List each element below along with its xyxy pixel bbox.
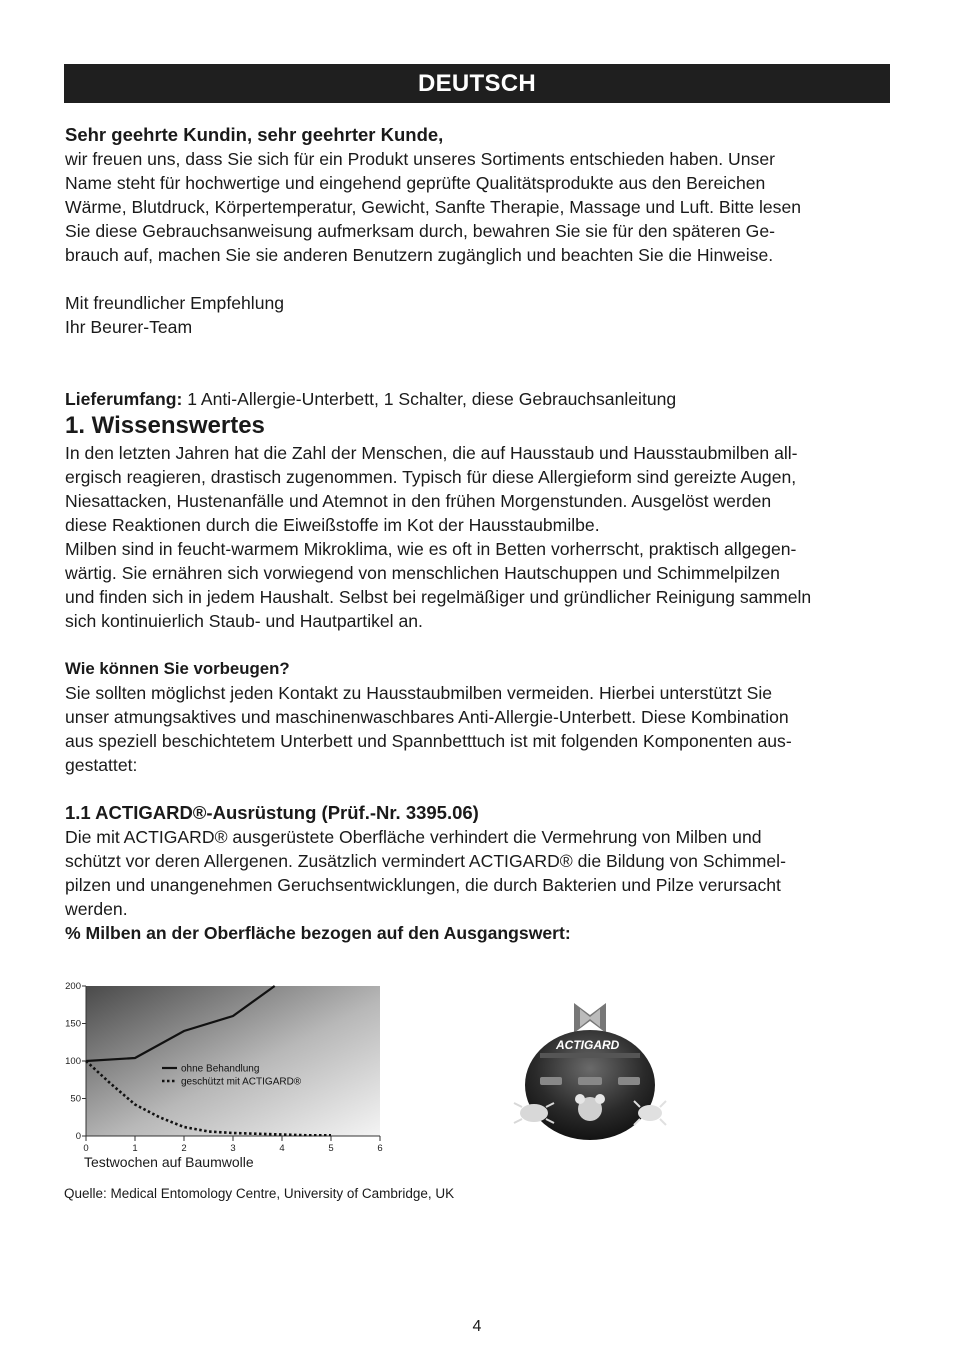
paragraph-line: Milben sind in feucht-warmem Mikroklima, wie es oft in Betten vorherrscht, praktisch allgegen- [65,539,797,559]
paragraph-line: ergisch reagieren, drastisch zugenommen. Typisch für diese Allergieform sind gereizte Augen, [65,467,797,487]
paragraph-line: In den letzten Jahren hat die Zahl der Menschen, die auf Hausstaub und Hausstaubmilben all- [65,443,798,463]
closing: Mit freundlicher Empfehlung [65,293,285,313]
x-tick-label: 0 [83,1143,89,1154]
salutation: Sehr geehrte Kundin, sehr geehrter Kunde, [65,124,444,145]
paragraph-line: werden. [65,899,128,919]
document-body [65,123,891,945]
intro-line: Name steht für hochwertige und eingehend geprüfte Qualitätsprodukte aus den Bereichen [65,173,766,193]
paragraph-line: Sie sollten möglichst jeden Kontakt zu Hausstaubmilben vermeiden. Hierbei unterstützt Sie [65,683,773,703]
paragraph-line: aus speziell beschichtetem Unterbett und Spannbetttuch ist mit folgenden Komponenten aus- [65,731,792,751]
paragraph-line: Die mit ACTIGARD® ausgerüstete Oberfläche verhindert die Vermehrung von Milben und [65,827,762,847]
chart-svg [58,976,398,1176]
y-tick-label: 150 [65,1018,81,1030]
actigard-logo [500,995,680,1155]
subsection-heading: 1.1 ACTIGARD®-Ausrüstung (Prüf.-Nr. 3395.06) [65,802,479,823]
y-tick-label: 50 [70,1093,81,1105]
legend-label: ohne Behandlung [181,1063,260,1075]
paragraph-line: unser atmungsaktives und maschinenwaschbares Anti-Allergie-Unterbett. Diese Kombination [65,707,789,727]
intro-line: Wärme, Blutdruck, Körpertemperatur, Gewicht, Sanfte Therapie, Massage und Luft. Bitte lesen [65,197,802,217]
y-tick-label: 200 [65,981,81,992]
intro-line: wir freuen uns, dass Sie sich für ein Produkt unseres Sortiments entschieden haben. Unser [65,149,775,169]
delivery-label: Lieferumfang: [65,389,183,409]
y-tick-label: 100 [65,1056,81,1067]
mite-chart [58,976,398,1176]
x-axis-label: Testwochen auf Baumwolle [84,1154,254,1170]
paragraph-line: Niesattacken, Hustenanfälle und Atemnot in den frühen Morgenstunden. Ausgelöst werden [65,491,772,511]
plot-area [86,986,380,1136]
paragraph-line: wärtig. Sie ernähren sich vorwiegend von menschlichen Hautschuppen und Schimmelpilzen [65,563,780,583]
delivery-scope [65,387,891,411]
x-tick-label: 3 [230,1143,236,1154]
delivery-text: 1 Anti-Allergie-Unterbett, 1 Schalter, diese Gebrauchsanleitung [182,389,677,409]
source-note: Quelle: Medical Entomology Centre, University of Cambridge, UK [64,1186,455,1201]
intro-line: brauch auf, machen Sie sie anderen Benutzern zugänglich und beachten Sie die Hinweise. [65,245,774,265]
section-heading: 1. Wissenswertes [65,412,265,439]
paragraph-line: sich kontinuierlich Staub- und Hautpartikel an. [65,611,423,631]
x-tick-label: 5 [328,1143,334,1154]
paragraph-line: und finden sich in jedem Haushalt. Selbst bei regelmäßiger und gründlicher Reinigung sammeln [65,587,812,607]
paragraph-line: schützt vor deren Allergenen. Zusätzlich vermindert ACTIGARD® die Bildung von Schimmel- [65,851,786,871]
paragraph-line: pilzen und unangenehmen Geruchsentwicklungen, die durch Bakterien und Pilze verursacht [65,875,781,895]
paragraph-line: gestattet: [65,755,138,775]
paragraph-line: diese Reaktionen durch die Eiweißstoffe im Kot der Hausstaubmilbe. [65,515,600,535]
logo-wordmark: ACTIGARD [556,1038,620,1052]
mite-icon [514,1103,554,1123]
y-tick-label: 0 [75,1131,81,1142]
page-number: 4 [472,1318,482,1335]
x-tick-label: 2 [181,1143,187,1154]
x-tick-label: 4 [279,1143,285,1154]
language-banner: DEUTSCH [64,64,890,103]
legend-label: geschützt mit ACTIGARD® [181,1076,302,1088]
intro-line: Sie diese Gebrauchsanweisung aufmerksam durch, bewahren Sie sie für den späteren Ge- [65,221,776,241]
signature: Ihr Beurer-Team [65,317,193,337]
brand-symbol-icon [574,1003,606,1033]
chart-caption: % Milben an der Oberfläche bezogen auf den Ausgangswert: [65,923,571,943]
subheading: Wie können Sie vorbeugen? [65,659,290,678]
actigard-emblem [500,995,680,1155]
x-tick-label: 1 [132,1143,138,1154]
x-tick-label: 6 [377,1143,383,1154]
